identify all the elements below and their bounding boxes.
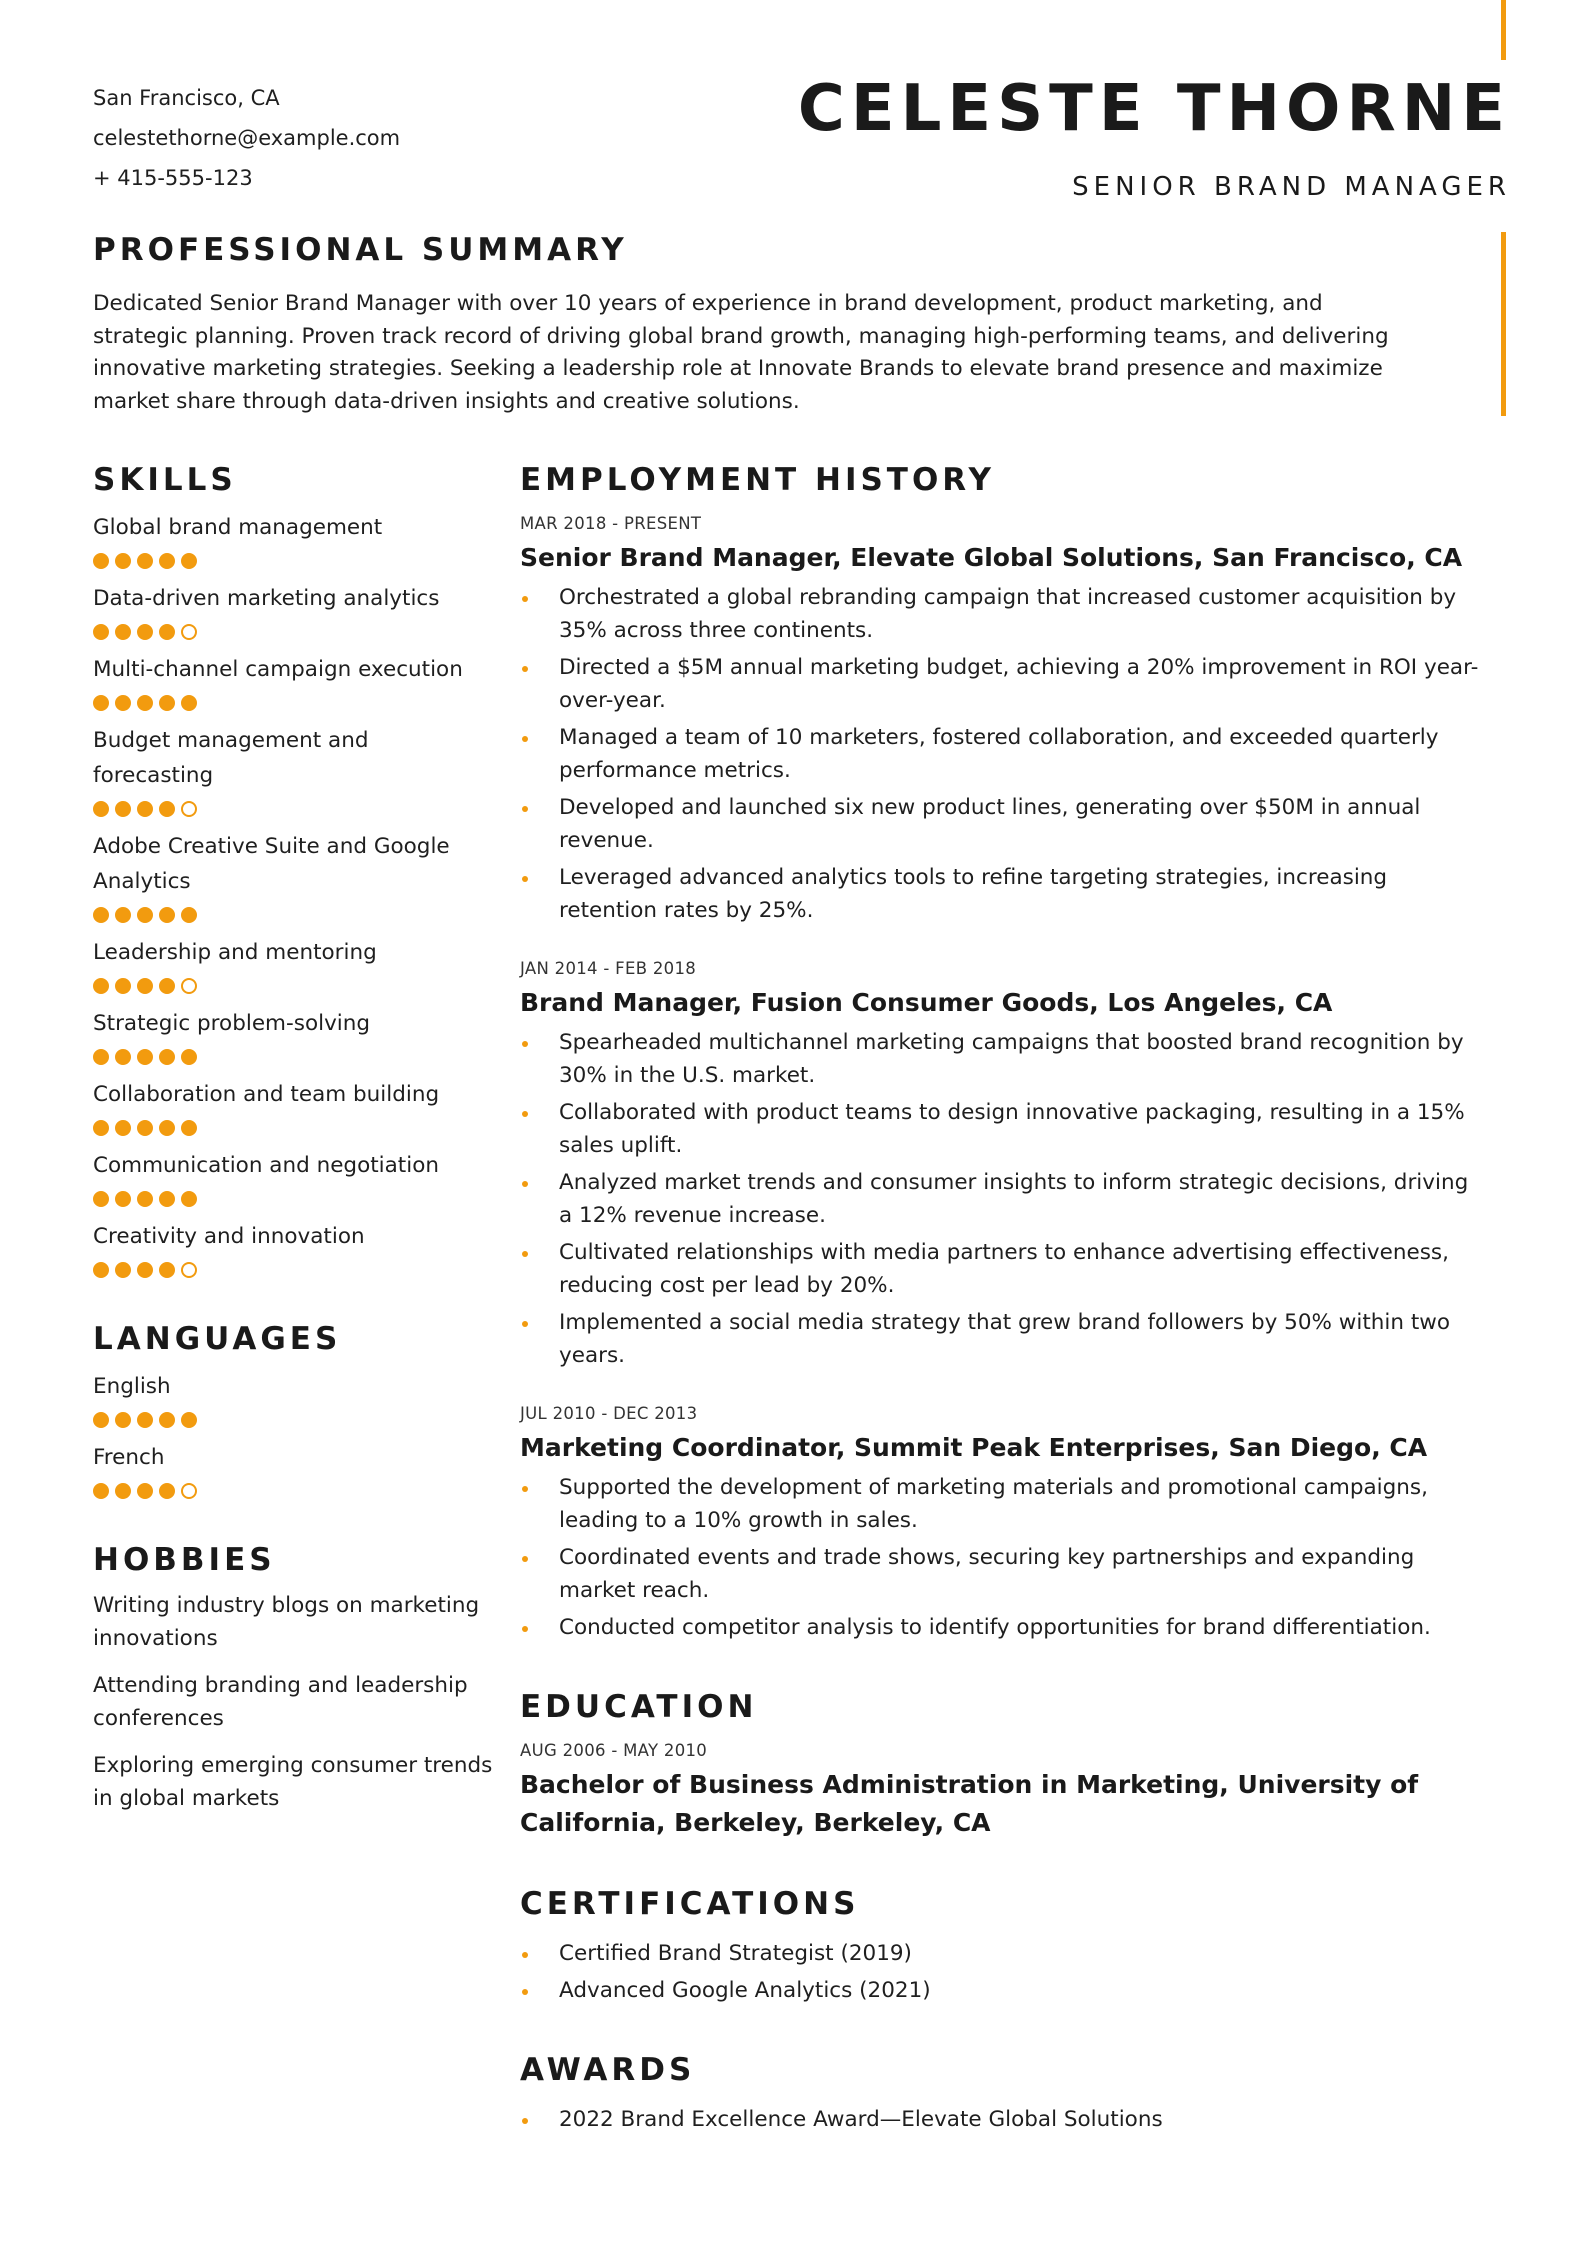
job-bullets [520, 1472, 1480, 1645]
skills-rating [93, 1048, 493, 1066]
rating-dot-filled [137, 1412, 153, 1428]
rating-dot-filled [115, 907, 131, 923]
job-bullet: Spearheaded multichannel marketing campaigns that boosted brand recognition by 30% in the U.S. market. [520, 1027, 1480, 1092]
languages-rating [93, 1411, 493, 1429]
rating-dot-filled [93, 695, 109, 711]
job-bullet: Implemented a social media strategy that grew brand followers by 50% within two years. [520, 1307, 1480, 1372]
rating-dot-filled [93, 1262, 109, 1278]
rating-dot-filled [159, 801, 175, 817]
job-bullet: Coordinated events and trade shows, securing key partnerships and expanding market reach. [520, 1542, 1480, 1607]
rating-dot-filled [181, 695, 197, 711]
rating-dot-filled [93, 1191, 109, 1207]
languages-item-name: English [93, 1374, 171, 1399]
rating-dot-filled [137, 1483, 153, 1499]
job-bullet: Collaborated with product teams to design innovative packaging, resulting in a 15% sales uplift. [520, 1097, 1480, 1162]
rating-dot-filled [181, 553, 197, 569]
skills-item-name: Strategic problem-solving [93, 1011, 371, 1036]
skills-rating [93, 800, 493, 818]
rating-dot-filled [137, 978, 153, 994]
rating-dot-filled [115, 1049, 131, 1065]
rating-dot-filled [93, 624, 109, 640]
contact-email: celestethorne@example.com [93, 126, 401, 150]
rating-dot-filled [181, 1120, 197, 1136]
rating-dot-filled [115, 978, 131, 994]
skills-section [93, 462, 493, 1279]
rating-dot-empty [181, 978, 197, 994]
education-degree: Bachelor of Business Administration in Marketing, University of California, Berkeley, Berkeley, CA [520, 1769, 1419, 1837]
rating-dot-filled [181, 907, 197, 923]
rating-dot-filled [93, 1412, 109, 1428]
accent-bar-summary [1501, 232, 1506, 416]
candidate-name: CELESTE THORNE [797, 72, 1511, 146]
education-section [520, 1689, 1480, 1842]
education-heading: EDUCATION [520, 1688, 758, 1725]
languages-list [93, 1369, 493, 1500]
rating-dot-empty [181, 624, 197, 640]
rating-dot-filled [137, 695, 153, 711]
skills-rating [93, 906, 493, 924]
skills-item-name: Communication and negotiation [93, 1153, 439, 1178]
rating-dot-filled [181, 1191, 197, 1207]
rating-dot-filled [137, 801, 153, 817]
candidate-title: SENIOR BRAND MANAGER [1072, 172, 1511, 202]
skills-rating [93, 623, 493, 641]
rating-dot-filled [159, 1120, 175, 1136]
awards-heading: AWARDS [520, 2051, 696, 2088]
job-bullet: Directed a $5M annual marketing budget, achieving a 20% improvement in ROI year-over-year. [520, 652, 1480, 717]
rating-dot-filled [115, 695, 131, 711]
languages-item-name: French [93, 1445, 165, 1470]
certifications-heading: CERTIFICATIONS [520, 1885, 860, 1922]
skills-rating [93, 1190, 493, 1208]
skills-heading: SKILLS [93, 462, 237, 498]
rating-dot-filled [93, 907, 109, 923]
skills-item-name: Global brand management [93, 515, 383, 540]
hobby-item: Attending branding and leadership conferences [93, 1673, 468, 1731]
rating-dot-filled [115, 553, 131, 569]
rating-dot-filled [159, 1483, 175, 1499]
skills-rating [93, 977, 493, 995]
jobs-list [520, 514, 1480, 1645]
rating-dot-filled [93, 1049, 109, 1065]
rating-dot-filled [137, 1191, 153, 1207]
job-bullet: Supported the development of marketing materials and promotional campaigns, leading to a 10% growth in sales. [520, 1472, 1480, 1537]
job-bullets [520, 1027, 1480, 1372]
rating-dot-filled [137, 553, 153, 569]
rating-dot-filled [115, 1412, 131, 1428]
rating-dot-filled [93, 1483, 109, 1499]
hobby-item: Exploring emerging consumer trends in global markets [93, 1753, 493, 1811]
job-bullet: Leveraged advanced analytics tools to refine targeting strategies, increasing retention rates by 25%. [520, 862, 1480, 927]
rating-dot-filled [93, 978, 109, 994]
summary-heading: PROFESSIONAL SUMMARY [93, 232, 628, 268]
rating-dot-filled [115, 1262, 131, 1278]
certifications-section [520, 1886, 1480, 2008]
job-entry [520, 1404, 1480, 1645]
rating-dot-filled [137, 907, 153, 923]
certification-item: Advanced Google Analytics (2021) [520, 1975, 1480, 2008]
job-title: Brand Manager, Fusion Consumer Goods, Los Angeles, CA [520, 988, 1333, 1017]
job-bullet: Orchestrated a global rebranding campaign that increased customer acquisition by 35% across three continents. [520, 582, 1480, 647]
skills-item-name: Budget management and forecasting [93, 728, 369, 788]
languages-section [93, 1321, 493, 1500]
awards-list [520, 2104, 1480, 2137]
rating-dot-filled [137, 624, 153, 640]
skills-list [93, 510, 493, 1279]
rating-dot-filled [159, 695, 175, 711]
skills-rating [93, 552, 493, 570]
hobbies-section [93, 1542, 493, 1815]
languages-rating [93, 1482, 493, 1500]
job-dates: MAR 2018 - PRESENT [520, 514, 702, 533]
job-entry [520, 514, 1480, 927]
rating-dot-filled [137, 1049, 153, 1065]
hobbies-heading: HOBBIES [93, 1542, 276, 1578]
skills-item-name: Collaboration and team building [93, 1082, 440, 1107]
skills-item-name: Leadership and mentoring [93, 940, 377, 965]
rating-dot-filled [159, 1262, 175, 1278]
job-bullets [520, 582, 1480, 927]
rating-dot-filled [115, 801, 131, 817]
job-bullet: Cultivated relationships with media partners to enhance advertising effectiveness, reducing cost per lead by 20%. [520, 1237, 1480, 1302]
accent-bar-top [1501, 0, 1506, 60]
skills-item-name: Creativity and innovation [93, 1224, 365, 1249]
contact-location: San Francisco, CA [93, 86, 280, 110]
rating-dot-filled [159, 624, 175, 640]
rating-dot-filled [159, 1191, 175, 1207]
skills-rating [93, 694, 493, 712]
education-dates: AUG 2006 - MAY 2010 [520, 1740, 708, 1760]
left-column [93, 462, 493, 1857]
certifications-list [520, 1938, 1480, 2008]
rating-dot-filled [93, 553, 109, 569]
award-item: 2022 Brand Excellence Award—Elevate Global Solutions [520, 2104, 1480, 2137]
skills-rating [93, 1119, 493, 1137]
job-title: Marketing Coordinator, Summit Peak Enterprises, San Diego, CA [520, 1433, 1428, 1462]
rating-dot-filled [115, 1483, 131, 1499]
job-bullet: Developed and launched six new product lines, generating over $50M in annual revenue. [520, 792, 1480, 857]
rating-dot-filled [137, 1262, 153, 1278]
job-dates: JUL 2010 - DEC 2013 [520, 1404, 698, 1423]
summary-section [93, 232, 1423, 418]
rating-dot-filled [159, 978, 175, 994]
rating-dot-filled [115, 1120, 131, 1136]
rating-dot-filled [93, 1120, 109, 1136]
job-entry [520, 959, 1480, 1372]
job-bullet: Managed a team of 10 marketers, fostered collaboration, and exceeded quarterly performance metrics. [520, 722, 1480, 787]
rating-dot-empty [181, 801, 197, 817]
hobby-item: Writing industry blogs on marketing innovations [93, 1593, 480, 1651]
job-bullet: Analyzed market trends and consumer insights to inform strategic decisions, driving a 12% revenue increase. [520, 1167, 1480, 1232]
summary-text: Dedicated Senior Brand Manager with over 10 years of experience in brand development, product marketing, and strategic planning. Proven track record of driving global brand growth, managing high-performing teams, and delivering innovative marketing strategies. Seeking a leadership role at Innovate Brands to elevate brand presence and maximize market share through data-driven insights and creative solutions. [93, 291, 1389, 414]
rating-dot-filled [93, 801, 109, 817]
rating-dot-filled [159, 1412, 175, 1428]
hobbies-list [93, 1590, 493, 1815]
rating-dot-empty [181, 1483, 197, 1499]
job-dates: JAN 2014 - FEB 2018 [520, 959, 697, 978]
skills-item-name: Data-driven marketing analytics [93, 586, 440, 611]
rating-dot-filled [137, 1120, 153, 1136]
job-bullet: Conducted competitor analysis to identify opportunities for brand differentiation. [520, 1612, 1480, 1645]
rating-dot-empty [181, 1262, 197, 1278]
job-title: Senior Brand Manager, Elevate Global Solutions, San Francisco, CA [520, 543, 1463, 572]
rating-dot-filled [115, 624, 131, 640]
skills-item-name: Multi-channel campaign execution [93, 657, 463, 682]
skills-rating [93, 1261, 493, 1279]
certification-item: Certified Brand Strategist (2019) [520, 1938, 1480, 1971]
rating-dot-filled [115, 1191, 131, 1207]
rating-dot-filled [159, 553, 175, 569]
right-column [520, 462, 1480, 2180]
rating-dot-filled [159, 907, 175, 923]
languages-heading: LANGUAGES [93, 1321, 342, 1357]
rating-dot-filled [181, 1049, 197, 1065]
contact-info [93, 78, 400, 198]
contact-phone: + 415-555-123 [93, 166, 253, 190]
rating-dot-filled [159, 1049, 175, 1065]
rating-dot-filled [181, 1412, 197, 1428]
skills-item-name: Adobe Creative Suite and Google Analytics [93, 834, 450, 894]
employment-section [520, 462, 1480, 1645]
awards-section [520, 2052, 1480, 2137]
employment-heading: EMPLOYMENT HISTORY [520, 462, 995, 498]
